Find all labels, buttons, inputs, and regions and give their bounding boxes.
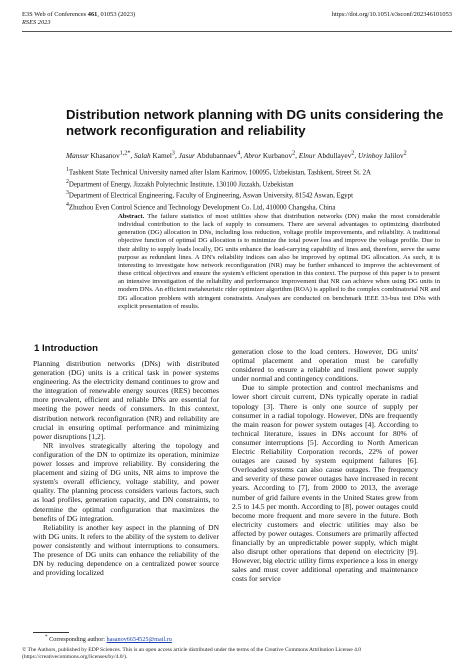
author: Elnur Abdullayev$^2$,	[298, 151, 358, 161]
paragraph: NR involves strategically altering the topology and configuration of the DN to optimize its operation, minimize power losses and improve reliability. By considering the placement and sizing of DG units, NR aims to improve the system's overall efficiency, voltage stability, and power quality. The planning process considers various factors, such as load profiles, generation capacity, and DN constraints, to determine the optimal configuration that maximizes the benefits of DG integration.	[33, 440, 219, 523]
section-heading-introduction: 1 Introduction	[34, 343, 98, 354]
abstract	[118, 213, 440, 311]
abstract-label: Abstract.	[118, 213, 145, 220]
author: Urinboy Jalilov$^2$	[358, 151, 407, 161]
running-header	[22, 11, 135, 27]
journal-suffix: , 01053 (2023)	[97, 11, 136, 18]
affiliation: $^1$Tashkent State Technical University named after Islam Karimov, 100095, Uzbekistan, Tashkent, Street St. 2A	[66, 167, 371, 177]
affiliation: $^3$Department of Electrical Engineering, Faculty of Engineering, Aswan University, 81542 Aswan, Egypt	[66, 190, 353, 200]
author: Mansur Khasanov$^{1,2*}$,	[66, 151, 135, 161]
author: Abror Kurbanov$^2$,	[243, 151, 299, 161]
right-column	[232, 347, 418, 583]
abstract-text: The failure statistics of most utilities show that distribution networks (DN) make the most considerable individual contribution to the lack of supply to consumers. There are several advantages to optimizing distributed generation (DG) allocation in DNs, including loss reduction, voltage profile improvements, and reliability. A traditional objective function of optimal DG allocation is to minimize the total power loss and improve the voltage profile. Due to their ability to supply loads locally, DG units enhance the load-carrying capability of lines and, therefore, serve the same purpose as redundant lines. A DN's reliability indices can also be improved by optimal DG allocation. As such, it is interesting to investigate how network reconfiguration (NR) may be further enhanced to improve the achievement of these critical objectives and ensure the system's efficient operation in this context. The purpose of this paper is to present an intensive investigation of the reliability and performance improvement that NR can achieve when using DG units in modern DNs. An efficient metaheuristic rider optimizer algorithm (ROA) is applied to the complex combinatorial NR and DG allocation problem with stringent constraints. Analyses are conducted on benchmark IEEE 33-bus test DNs with explicit presentation of results.	[118, 213, 440, 310]
paragraph: generation close to the load centers. However, DG units' optimal placement and operation must be carefully considered to ensure a reliable and resilient power supply under normal and contingency conditions.	[232, 347, 418, 384]
footnote-rule	[33, 632, 69, 633]
header-rule	[22, 31, 452, 32]
author: Jasur Abdubannaev$^4$,	[178, 151, 244, 161]
paragraph: Planning distribution networks (DNs) with distributed generation (DG) units is a critical task in power systems engineering. As the electricity demand continues to grow and the integration of renewable energy sources (RES) becomes more prevalent, efficient and reliable DNs are essential for meeting the power needs of consumers. In this context, distribution network reconfiguration (NR) and reliability are crucial in ensuring optimal performance and minimizing power disruptions [1,2].	[33, 359, 219, 441]
author: Salah Kamel$^3$,	[134, 151, 179, 161]
affiliation: $^2$Department of Energy, Jizzakh Polytechnic Institute, 130100 Jizzakh, Uzbekistan	[66, 178, 294, 188]
doi-link[interactable]: https://doi.org/10.1051/e3sconf/202346101053	[331, 11, 452, 18]
corresponding-author-footnote: * Corresponding author: hasanov6654525@mail.ru	[45, 634, 172, 644]
left-column	[33, 359, 219, 577]
affiliation: $^4$Zhuzhou Even Control Science and Technology Development Co. Ltd, 410000 Changsha, China	[66, 202, 336, 212]
author-list	[66, 150, 450, 161]
paragraph: Reliability is another key aspect in the planning of DN with DG units. It refers to the ability of the system to deliver power consistently and without interruptions to consumers. The presence of DG units can enhance the reliability of the DN by reducing dependence on a centralized power source and providing localized	[33, 522, 219, 578]
license-notice: © The Authors, published by EDP Sciences. This is an open access article distributed under the terms of the Creative Commons Attribution License 4.0 (https://creativecommons.org/licenses/by/4.0/).	[22, 647, 362, 660]
journal-prefix: E3S Web of Conferences	[22, 11, 88, 18]
conference-name: RSES 2023	[22, 19, 51, 26]
paragraph: Due to simple protection and control mechanisms and lower short circuit current, DNs typically operate in radial topology [3]. There is only one source of supply per consumer in a radial topology. However, DNs are frequently the main reason for power system outages [4]. According to technical literature, issues in DNs account for 80% of consumer interruptions [5]. According to North American Electric Reliability Corporation records, 22% of power outages are caused by system equipment failures [6]. Overloaded systems can also cause outages. The frequency and severity of these power outages have increased in recent years. According to [7], from 2000 to 2013, the average number of grid failure events in the United States grew from 2.5 to 14.5 per month. According to [8], power outages could become more frequent and more severe in the future. Both electricity customers and electric utilities may also be affected by power outages. Consumers are primarily affected financially by an unpredictable power supply, which might also disrupt other operations that depend on electricity [9]. However, big electric utility firms experience a loss in energy sales and must cover additional operating and maintenance costs for service	[232, 383, 418, 584]
paper-title: Distribution network planning with DG units considering the network reconfiguration and reliability	[66, 107, 444, 138]
author-email-link[interactable]: hasanov6654525@mail.ru	[106, 636, 172, 644]
affiliation-list	[66, 166, 450, 213]
journal-volume: 461	[87, 11, 98, 18]
